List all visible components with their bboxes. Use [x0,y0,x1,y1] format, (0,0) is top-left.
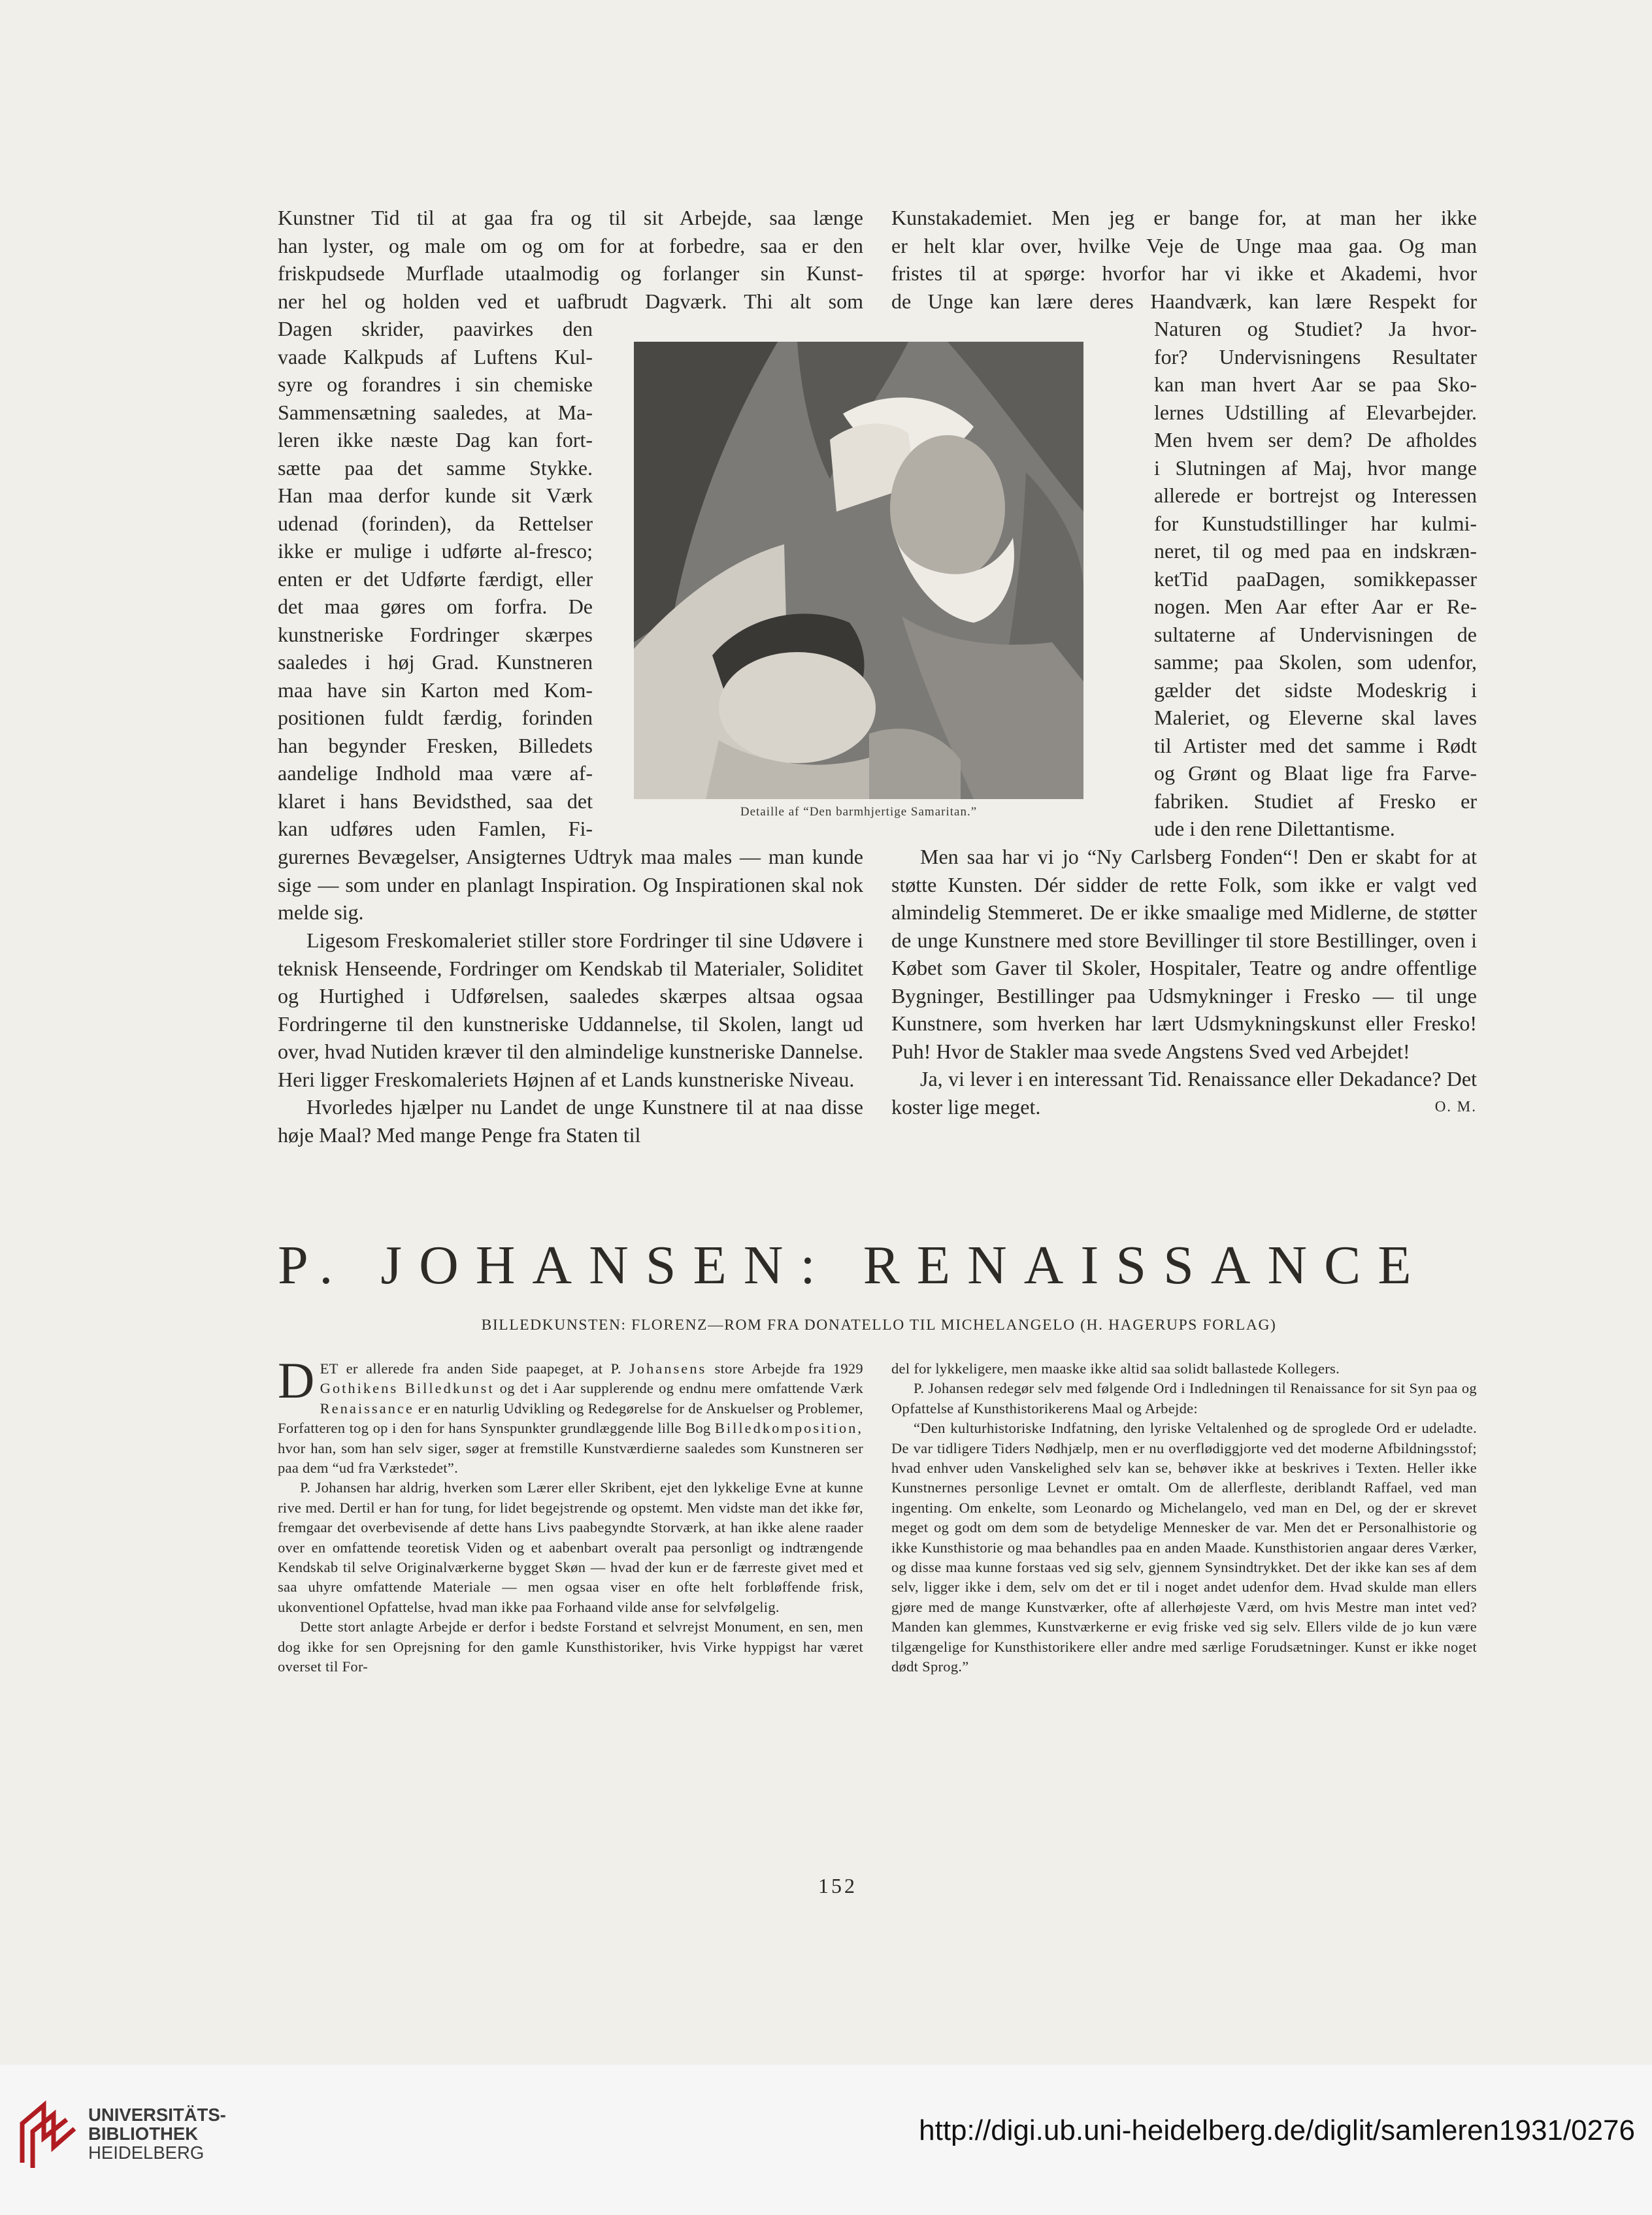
library-name [88,2105,226,2162]
text-line: ner hel og holden ved et uafbrudt Dagværk. Thi alt som [278,289,863,313]
upper-left-paragraph-3: Hvorledes hjælper nu Landet de unge Kunstnere til at naa disse høje Maal? Med mange Penge fra Staten til [278,1095,863,1147]
text-line: positionen fuldt færdig, forinden [278,706,593,729]
text-line: han lyster, og male om og om for at forbedre, saa er den [278,233,863,257]
text-line: kunstneriske Fordringer skærpes [278,622,593,646]
text-line: Han maa derfor kunde sit Værk [278,484,593,507]
library-name-line-1: UNIVERSITÄTS- [88,2105,226,2125]
text-line: de Unge kan lære deres Haandværk, kan lære Respekt for [891,289,1477,313]
text-line: friskpudsede Murflade utaalmodig og forlanger sin Kunst- [278,261,863,285]
text-line: nogen. Men Aar efter Aar er Re- [1154,595,1477,618]
article-paragraph-1 [278,1352,863,1478]
book-title-renaissance: Renaissance [320,1400,414,1417]
text-line: er helt klar over, hvilke Veje de Unge maa gaa. Og man [891,233,1477,257]
text-line: allerede er bortrejst og Interessen [1154,484,1477,507]
text-line: saaledes i høj Grad. Kunstneren [278,650,593,674]
text-line: Naturen og Studiet? Ja hvor- [1154,317,1477,340]
text-line: Kunstakademiet. Men jeg er bange for, at man her ikke [891,206,1477,229]
article-p1-text-e: hvor han, som han selv siger, søger at fremstille Kunstværdierne saaledes som Kunstneren ser paa dem “ud fra Værkstedet”. [278,1439,863,1477]
text-line: det maa gøres om forfra. De [278,595,593,618]
text-line: syre og forandres i sin chemiske [278,372,593,396]
text-line: leren ikke næste Dag kan fort- [278,428,593,451]
text-line: maa have sin Karton med Kom- [278,678,593,702]
text-line: han begynder Fresken, Billedets [278,733,593,757]
text-line: lernes Udstilling af Elevarbejder. [1154,400,1477,424]
text-line: Sammensætning saaledes, at Ma- [278,400,593,424]
text-line: enten er det Udførte færdigt, eller [278,566,593,591]
text-line: vaade Kalkpuds af Luftens Kul- [278,344,593,369]
text-line: i Slutningen af Maj, hvor mange [1154,455,1477,480]
figure-caption: Detaille af “Den barmhjertige Samaritan.” [740,805,978,819]
article-paragraph-2: P. Johansen har aldrig, hverken som Lærer eller Skribent, ejet den lykkelige Evne at kunne rive med. Dertil er han for tung, for lidet begejstrende og opstemt. Men vidste man det ikke før, fremgaar det overbevisende af dette hans Livs paabegyndte Storværk, at han ikke alene raader over en omfattende teoretisk Viden og et aabenbart overalt paa personligt og indtrængende Kendskab til selve Originalværkerne bygget Skøn — hvad der kun er de færreste givet med et saa uhyre omfattende Materiale — men ogsaa viser en ofte helt forbløffende frisk, ukonventionel Opfattelse, hvad man ikke paa Forhaand vilde anse for selvfølgelig. [278,1479,863,1615]
upper-right-last-narrow-line: ude i den rene Dilettantisme. [1154,817,1395,840]
article-right-paragraph-1: del for lykkeligere, men maaske ikke altid saa solidt ballastede Kollegers. [891,1360,1340,1377]
article-p1-text-d: er en naturlig Udvikling og Redegørelse for de Anskuelser og Problemer, Forfatteren tog op i den for hans Synspunkter grundlæggende lille Bog [278,1400,863,1437]
text-line: aandelige Indhold maa være af- [278,761,593,785]
article-left-column [278,1352,863,1677]
article-p1-text-a: ET er allerede fra anden Side paapeget, at P. [320,1360,621,1377]
upper-left-paragraph-1-rest: gurernes Bevægelser, Ansigternes Udtryk maa males — man kunde sige — som under en planlagt Inspiration. Og Inspirationen skal nok melde sig. [278,845,863,924]
text-line: fabriken. Studiet af Fresko er [1154,789,1477,813]
fresco-illustration [634,342,1083,799]
library-logo-icon [14,2097,80,2173]
text-line: sultaterne af Undervisningen de [1154,622,1477,646]
text-line: til Artister med det samme i Rødt [1154,733,1477,757]
library-logo-mark [14,2097,80,2173]
article-headline: P. JOHANSEN: RENAISSANCE [278,1235,1429,1296]
text-line: fristes til at spørge: hvorfor har vi ikke et Akademi, hvor [891,261,1477,285]
upper-right-paragraph-3-text: Ja, vi lever i en interessant Tid. Renaissance eller Dekadance? Det koster lige meget. [891,1067,1477,1119]
drop-cap: D [278,1352,315,1409]
book-title-composition: Billedkomposition, [714,1420,863,1437]
text-line: sætte paa det samme Stykke. [278,455,593,480]
article-subheadline: BILLEDKUNSTEN: FLORENZ—ROM FRA DONATELLO TIL MICHELANGELO (H. HAGERUPS FORLAG) [481,1317,1277,1334]
text-line: for? Undervisningens Resultater [1154,344,1477,369]
article-paragraph-3: Dette stort anlagte Arbejde er derfor i bedste Forstand et selvrejst Monument, en sen, men dog ikke for sen Oprejsning for den gamle Kunsthistoriker, hvis Virke hyppigst har været overset til For- [278,1618,863,1675]
article-p1-text-b: store Arbejde fra 1929 [714,1360,863,1377]
upper-right-paragraph-2: Men saa har vi jo “Ny Carlsberg Fonden“! Den er skabt for at støtte Kunsten. Dér sidder de rette Folk, som ikke er valgt ved almindelig Stemmeret. De er ikke smaalige med Midlerne, de støtter de unge Kunstnere med store Bevillinger til store Bestillinger, oven i Købet som Gaver til Skoler, Hospitaler, Teatre og andre offentlige Bygninger, Bestillinger paa Udsmykninger i Fresko — til unge Kunstnere, som hverken har lært Udsmykningskunst eller Fresko! Puh! Hvor de Stakler maa svede Angstens Sved ved Arbejdet! [891,845,1477,1063]
page-number: 152 [818,1874,857,1897]
library-name-line-3: HEIDELBERG [88,2142,205,2163]
text-line: Maleriet, og Eleverne skal laves [1154,706,1477,729]
text-line: kan man hvert Aar se paa Sko- [1154,372,1477,396]
article-right-column [891,1359,1477,1677]
source-url-link[interactable]: http://digi.ub.uni-heidelberg.de/diglit/samleren1931/0276 [919,2114,1635,2146]
text-line: Men hvem ser dem? De afholdes [1154,428,1477,451]
fresco-detail-image [634,342,1083,799]
text-line: samme; paa Skolen, som udenfor, [1154,650,1477,674]
text-line: Kunstner Tid til at gaa fra og til sit Arbejde, saa længe [278,206,863,229]
article-p1-text-c: og det i Aar supplerende og endnu mere omfattende Værk [499,1380,863,1397]
author-name-spaced: Johansens [629,1360,707,1377]
text-line: neret, til og med paa en indskræn- [1154,539,1477,563]
text-line: for Kunstudstillinger har kulmi- [1154,511,1477,535]
article-right-paragraph-2: P. Johansen redegør selv med følgende Ord i Indledningen til Renaissance for sit Syn paa og Opfattelse af Kunsthistorikerens Maal og Arbejde: [891,1380,1477,1417]
author-signature: O. M. [1434,1098,1477,1115]
upper-left-paragraph-2: Ligesom Freskomaleriet stiller store Fordringer til sine Udøvere i teknisk Henseende, Fordringer om Kendskab til Materialer, Soliditet og Hurtighed i Udførelsen, saaledes skærpes altsaa ogsaa Fordringerne til den kunstneriske Uddannelse, til Skolen, langt ud over, hvad Nutiden kræver til den almindelige kunstneriske Dannelse. Heri ligger Freskomaleriets Højnen af et Lands kunstneriske Niveau. [278,928,863,1091]
article-right-quote: “Den kulturhistoriske Indfatning, den lyriske Veltalenhed og de sproglede Ord er udeladte. De var tidligere Tiders Nødhjælp, men er nu overflødiggjorte ved det moderne Afbildningsstof; hvad enhver uden Vanskelighed selv kan se, behøver ikke at beskrives i Texten. Heller ikke Kunstnernes personlige Levnet er omtalt. Om de allerfleste, deriblandt Raffael, ved man ingenting. Om enkelte, som Leonardo og Michelangelo, ved man en Del, og der er skrevet meget og godt om dem som de betydelige Mennesker de var. Men det er Personalhistorie og ikke Kunsthistorie og maa behandles paa en anden Maade. Kunsthistorien angaar deres Værker, og disse maa kunne forstaas ved sig selv, gjennem Synsindtrykket. Det der ikke kan ses af dem selv, ligger ikke i dem, selv om det er til i noget andet udenfor dem. Hvad skulde man ellers gjøre med de mange Kunstværker, ofte af allerhøjeste Værd, om hvis Mestre man intet ved? Manden kan glemmes, Kunstværkerne er evig friske ved sig selv. Ellers vilde de jo kun være tilgængelige for Kunsthistorikere eller andre med særlige Forudsætninger. Kunst er ikke noget dødt Sprog.” [891,1420,1477,1675]
text-line: gælder det sidste Modeskrig i [1154,678,1477,702]
text-line: ketTid paaDagen, somikkepasser [1154,566,1477,591]
text-line: ikke er mulige i udførte al-fresco; [278,539,593,563]
text-line: klaret i hans Bevidsthed, saa det [278,789,593,813]
library-name-line-2: BIBLIOTHEK [88,2124,199,2144]
upper-right-paragraph-3 [891,1065,1477,1121]
text-line: Dagen skrider, paavirkes den [278,317,593,340]
text-line: udenad (forinden), da Rettelser [278,511,593,535]
text-line: og Grønt og Blaat lige fra Farve- [1154,761,1477,785]
book-title-gothic: Gothikens Billedkunst [320,1380,495,1397]
text-line: kan udføres uden Famlen, Fi- [278,817,593,840]
